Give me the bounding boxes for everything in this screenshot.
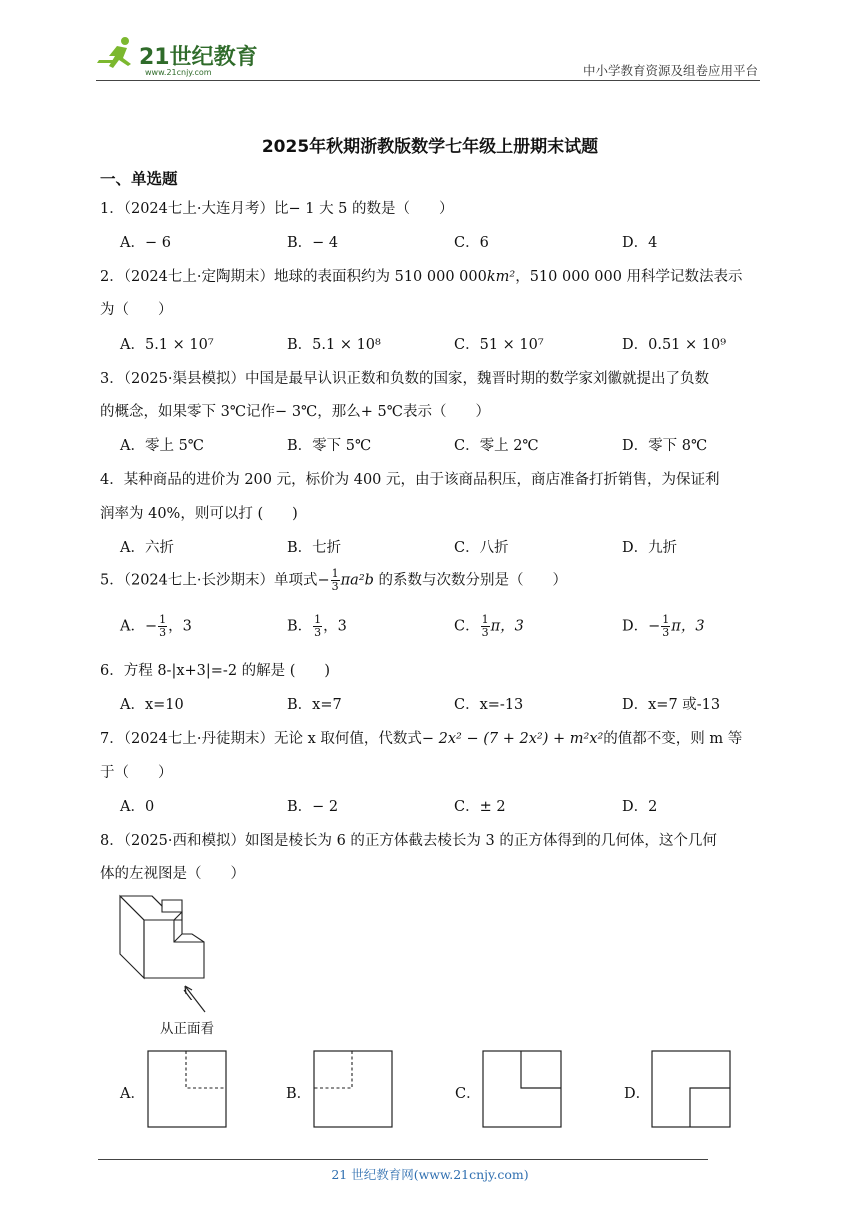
logo: [95, 34, 265, 78]
question-5: [100, 568, 567, 593]
q5-text-b: 的系数与次数分别是（ ）: [373, 572, 568, 589]
q8-option-d-label: D．: [624, 1086, 651, 1102]
q7-option-a: A．0: [120, 799, 155, 815]
q8-option-c-figure: [482, 1050, 562, 1128]
q8-option-d-figure: [651, 1050, 731, 1128]
question-8-cont: 体的左视图是（ ）: [100, 866, 245, 882]
question-3: 3．（2025·渠县模拟）中国是最早认识正数和负数的国家，魏晋时期的数学家刘徽就提出了负数: [100, 371, 709, 387]
q7-option-d: D．2: [622, 799, 658, 815]
q8-option-b-figure: [313, 1050, 393, 1128]
q2-option-c: C．51 × 10⁷: [454, 337, 544, 353]
q5-text-a: 5．（2024七上·长沙期末）单项式−: [100, 572, 330, 589]
q7-expression: − 2x² − (7 + 2x²) + m²x²: [421, 731, 604, 747]
q2-option-d: D．0.51 × 10⁹: [622, 337, 727, 353]
q4-option-b: B．七折: [287, 540, 342, 556]
q6-option-b: B．x=7: [287, 697, 342, 713]
question-7-cont: 于（ ）: [100, 765, 173, 781]
page-title: 2025年秋期浙教版数学七年级上册期末试题: [261, 137, 599, 157]
footer-divider: [98, 1159, 708, 1160]
q1-option-c: C．6: [454, 235, 489, 251]
q3-option-b: B．零下 5℃: [287, 438, 372, 454]
q6-option-c: C．x=-13: [454, 697, 524, 713]
q2-option-a: A．5.1 × 10⁷: [120, 337, 214, 353]
q2-unit: km²: [486, 269, 516, 285]
header-tagline: 中小学教育资源及组卷应用平台: [582, 63, 758, 78]
section-heading: 一、单选题: [100, 170, 178, 188]
q8-option-a-figure: [147, 1050, 227, 1128]
q8-option-c-label: C．: [455, 1086, 481, 1102]
q4-option-a: A．六折: [120, 540, 174, 556]
q2-option-b: B．5.1 × 10⁸: [287, 337, 381, 353]
q1-option-d: D．4: [622, 235, 658, 251]
q2-text-a: 2．（2024七上·定陶期末）地球的表面积约为 510 000 000: [100, 269, 487, 285]
question-1: 1．（2024七上·大连月考）比− 1 大 5 的数是（ ）: [100, 201, 454, 217]
question-6: 6．方程 8-|x+3|=-2 的解是 ( ): [100, 663, 331, 679]
footer-text[interactable]: 21 世纪教育网(www.21cnjy.com): [331, 1167, 529, 1182]
question-8: 8．（2025·西和模拟）如图是棱长为 6 的正方体截去棱长为 3 的正方体得到的几何体，这个几何: [100, 833, 717, 849]
q5-expression: πa²b: [340, 572, 374, 589]
question-7: [100, 727, 742, 748]
question-2-cont: 为（ ）: [100, 302, 173, 318]
q7-option-c: C．± 2: [454, 799, 506, 815]
question-2: [100, 265, 743, 286]
q1-option-a: A．− 6: [120, 235, 171, 251]
header-divider: [96, 80, 760, 81]
runner-icon: [97, 37, 131, 68]
q5-fraction: $\frac{1}{3}$: [331, 567, 339, 593]
figure-caption: 从正面看: [160, 1021, 214, 1037]
view-direction-arrow-icon: [175, 980, 211, 1016]
q8-option-a-label: A．: [120, 1086, 145, 1102]
q8-option-b-label: B．: [286, 1086, 312, 1102]
q6-option-a: A．x=10: [120, 697, 184, 713]
question-4: 4．某种商品的进价为 200 元，标价为 400 元，由于该商品积压，商店准备打折销售，为保证利: [100, 472, 720, 488]
q7-text-b: 的值都不变，则 m 等: [603, 731, 743, 747]
question-4-cont: 润率为 40%，则可以打 ( ): [100, 506, 298, 522]
q5-option-b: B． $\frac{1}{3}$ ，3: [287, 613, 347, 639]
q2-text-b: ，510 000 000 用科学记数法表示: [515, 269, 743, 285]
svg-text:www.21cnjy.com: www.21cnjy.com: [145, 68, 212, 77]
question-3-cont: 的概念，如果零下 3℃记作− 3℃，那么+ 5℃表示（ ）: [100, 404, 490, 420]
q7-option-b: B．− 2: [287, 799, 339, 815]
q7-text-a: 7．（2024七上·丹徒期末）无论 x 取何值，代数式: [100, 731, 422, 747]
q3-option-a: A．零上 5℃: [120, 438, 205, 454]
svg-text:21世纪教育: 21世纪教育: [139, 45, 258, 70]
q3-option-d: D．零下 8℃: [622, 438, 708, 454]
q4-option-c: C．八折: [454, 540, 509, 556]
q5-option-d: D．− $\frac{1}{3}$ π，3: [622, 613, 705, 639]
q1-option-b: B．− 4: [287, 235, 339, 251]
q3-option-c: C．零上 2℃: [454, 438, 539, 454]
q5-option-a: A．− $\frac{1}{3}$ ，3: [120, 613, 192, 639]
q6-option-d: D．x=7 或-13: [622, 697, 721, 713]
q5-option-c: C． $\frac{1}{3}$ π，3: [454, 613, 524, 639]
q4-option-d: D．九折: [622, 540, 678, 556]
